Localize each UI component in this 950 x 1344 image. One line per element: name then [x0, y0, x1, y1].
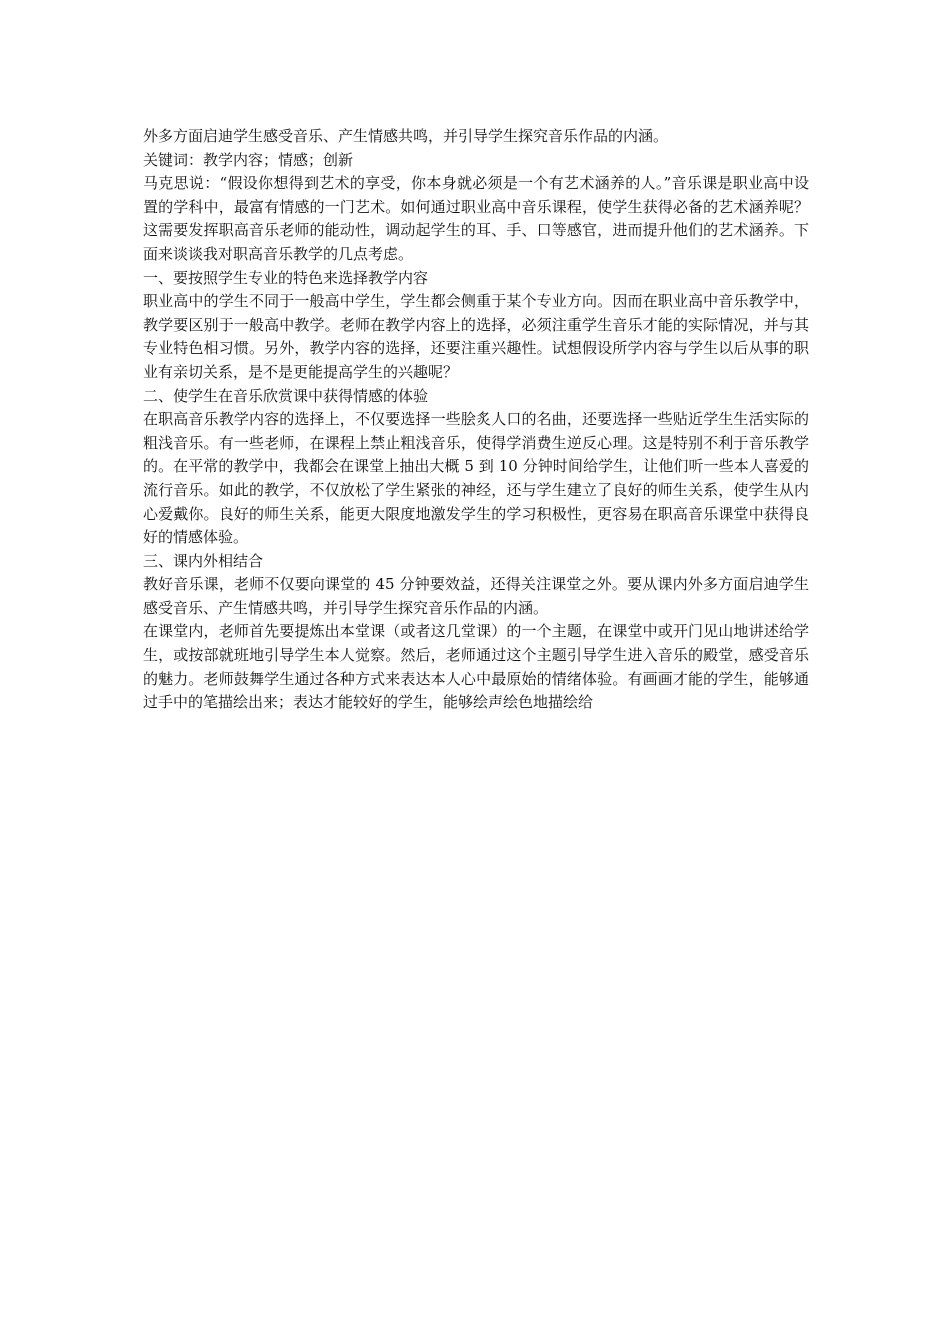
keywords-line: 关键词：教学内容；情感；创新 [143, 150, 354, 169]
document-body [143, 125, 809, 715]
section-heading-3: 三、课内外相结合 [143, 551, 264, 570]
section-heading-1: 一、要按照学生专业的特色来选择教学内容 [143, 268, 429, 287]
paragraph-section-3b: 在课堂内，老师首先要提炼出本堂课（或者这几堂课）的一个主题，在课堂中或开门见山地讲述给学生，或按部就班地引导学生本人觉察。然后，老师通过这个主题引导学生进入音乐的殿堂，感受音乐的魅力。老师鼓舞学生通过各种方式来表达本人心中最原始的情绪体验。有画画才能的学生，能够通过手中的笔描绘出来；表达才能较好的学生，能够绘声绘色地描绘给 [143, 622, 809, 712]
paragraph-section-2: 在职高音乐教学内容的选择上，不仅要选择一些脍炙人口的名曲，还要选择一些贴近学生生活实际的粗浅音乐。有一些老师，在课程上禁止粗浅音乐，使得学消费生逆反心理。这是特别不利于音乐教学的。在平常的教学中，我都会在课堂上抽出大概 5 到 10 分钟时间给学生，让他们听一些本人喜爱的流行音乐。如此的教学，不仅放松了学生紧张的神经，还与学生建立了良好的师生关系，使学生从内心爱戴你。良好的师生关系，能更大限度地激发学生的学习积极性，更容易在职高音乐课堂中获得良好的情感体验。 [143, 410, 809, 547]
section-heading-2: 二、使学生在音乐欣赏课中获得情感的体验 [143, 386, 429, 405]
paragraph-section-3a: 教好音乐课，老师不仅要向课堂的 45 分钟要效益，还得关注课堂之外。要从课内外多方面启迪学生感受音乐、产生情感共鸣，并引导学生探究音乐作品的内涵。 [143, 575, 809, 617]
paragraph-intro: 马克思说：“假设你想得到艺术的享受，你本身就必须是一个有艺术涵养的人。”音乐课是职业高中设置的学科中，最富有情感的一门艺术。如何通过职业高中音乐课程，使学生获得必备的艺术涵养呢？这需要发挥职高音乐老师的能动性，调动起学生的耳、手、口等感官，进而提升他们的艺术涵养。下面来谈谈我对职高音乐教学的几点考虑。 [143, 174, 809, 263]
paragraph-continuation: 外多方面启迪学生感受音乐、产生情感共鸣，并引导学生探究音乐作品的内涵。 [143, 127, 669, 145]
paragraph-section-1: 职业高中的学生不同于一般高中学生，学生都会侧重于某个专业方向。因而在职业高中音乐教学中，教学要区别于一般高中教学。老师在教学内容上的选择，必须注重学生音乐才能的实际情况，并与其专业特色相习惯。另外，教学内容的选择，还要注重兴趣性。试想假设所学内容与学生以后从事的职业有亲切关系，是不是更能提高学生的兴趣呢？ [143, 292, 809, 381]
